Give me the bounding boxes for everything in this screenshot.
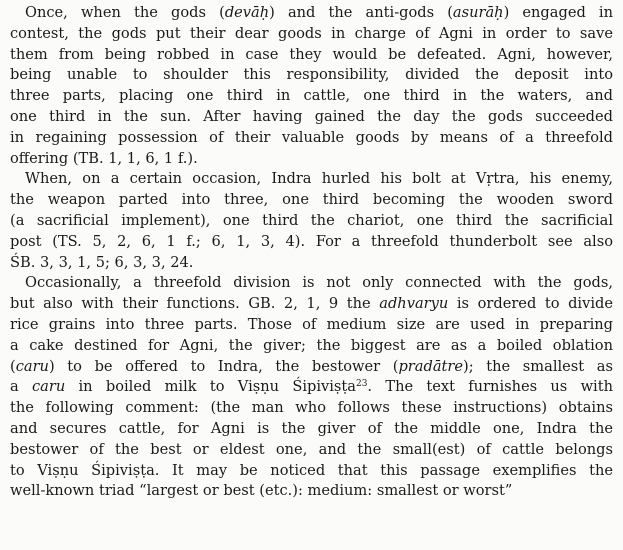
text-line: bestower of the best or eldest one, and the small(est) of cattle belongs <box>10 440 613 458</box>
text-line: the weapon parted into three, one third becoming the wooden sword <box>10 191 613 209</box>
text-line: Occasionally, a threefold division is not only connected with the gods, <box>25 274 613 292</box>
text-line: being unable to shoulder this responsibility, divided the deposit into <box>10 66 613 84</box>
text-fragment: a caru in boiled milk to Viṣṇu Śipiviṣṭa <box>10 378 356 396</box>
text-line: the following comment: (the man who follows these instructions) obtains <box>10 399 613 417</box>
text-line: (a sacrificial implement), one third the chariot, one third the sacrificial <box>10 211 613 229</box>
text-line-with-footnote <box>10 377 613 398</box>
text-fragment: . The text furnishes us with <box>367 378 613 396</box>
text-line: post (TS. 5, 2, 6, 1 f.; 6, 1, 3, 4). For a threefold thunderbolt see also <box>10 232 613 250</box>
footnote-marker: 23 <box>355 379 368 390</box>
document-body <box>10 3 613 502</box>
text-line: well-known triad “largest or best (etc.): medium: smallest or worst” <box>10 482 513 500</box>
text-line: to Viṣṇu Śipiviṣṭa. It may be noticed that this passage exemplifies the <box>10 461 613 479</box>
text-line: Once, when the gods (devāḥ) and the anti-gods (asurāḥ) engaged in <box>25 4 613 21</box>
text-line: ŚB. 3, 3, 1, 5; 6, 3, 3, 24. <box>10 253 194 271</box>
text-line: offering (TB. 1, 1, 6, 1 f.). <box>10 149 198 167</box>
text-line: contest, the gods put their dear goods in charge of Agni in order to save <box>10 24 613 42</box>
text-line: in regaining possession of their valuable goods by means of a threefold <box>10 128 613 146</box>
text-line: rice grains into three parts. Those of medium size are used in preparing <box>10 315 613 333</box>
text-line: and secures cattle, for Agni is the giver of the middle one, Indra the <box>10 419 613 437</box>
text-line: three parts, placing one third in cattle, one third in the waters, and <box>10 87 613 105</box>
text-line: a cake destined for Agni, the giver; the biggest are as a boiled oblation <box>10 336 613 354</box>
text-line: but also with their functions. GB. 2, 1, 9 the adhvaryu is ordered to divide <box>10 295 613 313</box>
text-line: (caru) to be offered to Indra, the bestower (pradātre); the smallest as <box>10 357 613 375</box>
text-line: them from being robbed in case they would be defeated. Agni, however, <box>10 45 613 63</box>
text-line: When, on a certain occasion, Indra hurled his bolt at Vṛtra, his enemy, <box>25 170 613 188</box>
text-line: one third in the sun. After having gained the day the gods succeeded <box>10 107 613 125</box>
